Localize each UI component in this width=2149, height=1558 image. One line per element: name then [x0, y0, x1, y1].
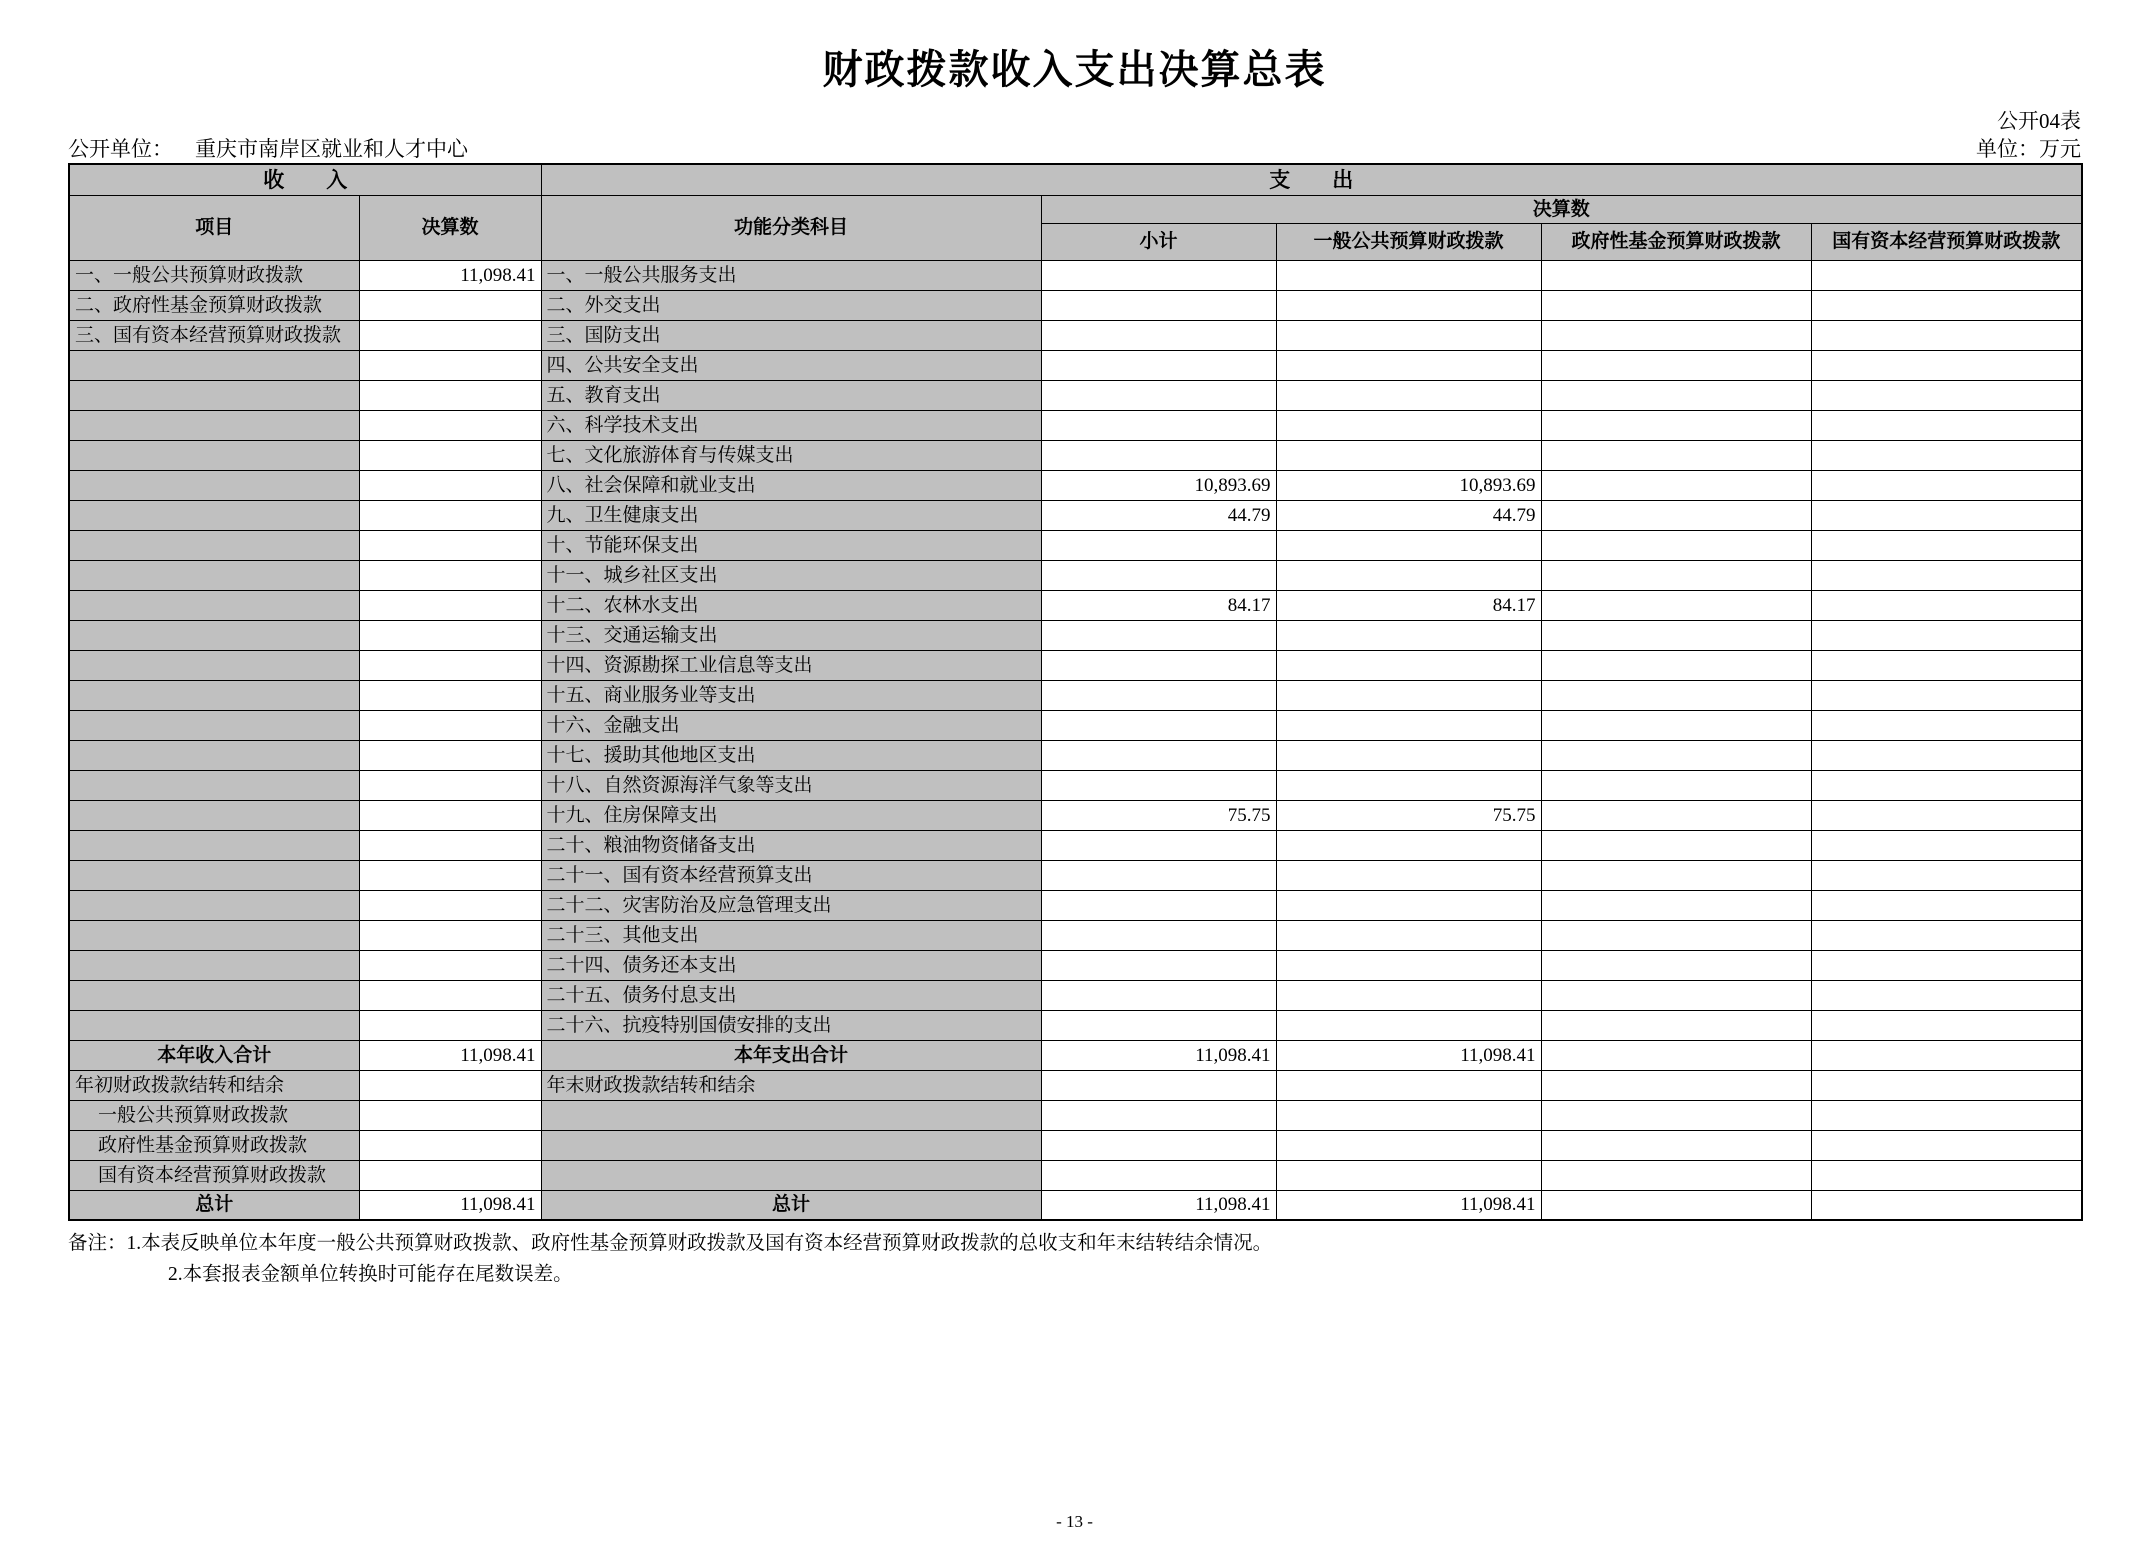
- income-value-cell: [359, 830, 541, 860]
- expense-item-cell: 九、卫生健康支出: [541, 500, 1041, 530]
- income-item-cell: 本年收入合计: [69, 1040, 359, 1070]
- col-header-subtotal: 小计: [1041, 223, 1276, 260]
- income-item-cell: [69, 800, 359, 830]
- gov-fund-cell: [1541, 620, 1811, 650]
- income-value-cell: [359, 410, 541, 440]
- col-header-general-budget: 一般公共预算财政拨款: [1276, 223, 1541, 260]
- general-budget-cell: [1276, 770, 1541, 800]
- income-item-cell: [69, 620, 359, 650]
- income-value-cell: [359, 560, 541, 590]
- state-capital-cell: [1811, 590, 2082, 620]
- subtotal-cell: [1041, 770, 1276, 800]
- state-capital-cell: [1811, 500, 2082, 530]
- state-capital-cell: [1811, 950, 2082, 980]
- notes: [68, 1229, 2081, 1289]
- income-value-cell: [359, 290, 541, 320]
- state-capital-cell: [1811, 680, 2082, 710]
- state-capital-cell: [1811, 770, 2082, 800]
- subtotal-cell: [1041, 410, 1276, 440]
- subtotal-cell: [1041, 1130, 1276, 1160]
- state-capital-cell: [1811, 920, 2082, 950]
- state-capital-cell: [1811, 650, 2082, 680]
- subtotal-cell: [1041, 920, 1276, 950]
- gov-fund-cell: [1541, 1100, 1811, 1130]
- gov-fund-cell: [1541, 500, 1811, 530]
- general-budget-cell: [1276, 440, 1541, 470]
- expense-item-cell: 十九、住房保障支出: [541, 800, 1041, 830]
- gov-fund-cell: [1541, 740, 1811, 770]
- gov-fund-cell: [1541, 260, 1811, 290]
- general-budget-cell: [1276, 260, 1541, 290]
- income-item-cell: [69, 740, 359, 770]
- income-item-cell: [69, 530, 359, 560]
- col-header-state-capital: 国有资本经营预算财政拨款: [1811, 223, 2082, 260]
- state-capital-cell: [1811, 710, 2082, 740]
- gov-fund-cell: [1541, 320, 1811, 350]
- state-capital-cell: [1811, 1160, 2082, 1190]
- income-value-cell: [359, 740, 541, 770]
- income-item-cell: 一、一般公共预算财政拨款: [69, 260, 359, 290]
- subtotal-cell: [1041, 530, 1276, 560]
- income-item-cell: 政府性基金预算财政拨款: [69, 1130, 359, 1160]
- table-row: [69, 350, 2082, 380]
- state-capital-cell: [1811, 380, 2082, 410]
- table-code: 公开04表: [1997, 109, 2081, 133]
- income-value-cell: [359, 470, 541, 500]
- expense-item-cell: 二十二、灾害防治及应急管理支出: [541, 890, 1041, 920]
- subtotal-cell: [1041, 830, 1276, 860]
- gov-fund-cell: [1541, 890, 1811, 920]
- income-value-cell: [359, 1160, 541, 1190]
- income-item-cell: [69, 410, 359, 440]
- income-item-cell: [69, 860, 359, 890]
- income-item-cell: [69, 830, 359, 860]
- general-budget-cell: [1276, 620, 1541, 650]
- table-row: [69, 1190, 2082, 1220]
- gov-fund-cell: [1541, 920, 1811, 950]
- state-capital-cell: [1811, 980, 2082, 1010]
- state-capital-cell: [1811, 350, 2082, 380]
- general-budget-cell: 11,098.41: [1276, 1190, 1541, 1220]
- note-1-text: 1.本表反映单位本年度一般公共预算财政拨款、政府性基金预算财政拨款及国有资本经营预算财政拨款的总收支和年末结转结余情况。: [126, 1233, 1273, 1255]
- table-row: [69, 890, 2082, 920]
- gov-fund-cell: [1541, 770, 1811, 800]
- income-item-cell: 一般公共预算财政拨款: [69, 1100, 359, 1130]
- general-budget-cell: [1276, 320, 1541, 350]
- note-label: 备注：: [68, 1233, 127, 1255]
- income-item-cell: [69, 680, 359, 710]
- subtotal-cell: [1041, 710, 1276, 740]
- gov-fund-cell: [1541, 1190, 1811, 1220]
- gov-fund-cell: [1541, 290, 1811, 320]
- state-capital-cell: [1811, 260, 2082, 290]
- general-budget-cell: [1276, 830, 1541, 860]
- expense-item-cell: 七、文化旅游体育与传媒支出: [541, 440, 1041, 470]
- income-value-cell: [359, 380, 541, 410]
- table-row: [69, 740, 2082, 770]
- expense-item-cell: 二、外交支出: [541, 290, 1041, 320]
- income-value-cell: [359, 860, 541, 890]
- gov-fund-cell: [1541, 980, 1811, 1010]
- income-value-cell: [359, 950, 541, 980]
- state-capital-cell: [1811, 470, 2082, 500]
- gov-fund-cell: [1541, 710, 1811, 740]
- general-budget-cell: [1276, 860, 1541, 890]
- gov-fund-cell: [1541, 680, 1811, 710]
- income-item-cell: [69, 500, 359, 530]
- gov-fund-cell: [1541, 950, 1811, 980]
- expense-item-cell: 十八、自然资源海洋气象等支出: [541, 770, 1041, 800]
- gov-fund-cell: [1541, 560, 1811, 590]
- expense-item-cell: 八、社会保障和就业支出: [541, 470, 1041, 500]
- table-row: [69, 1040, 2082, 1070]
- income-item-cell: [69, 650, 359, 680]
- state-capital-cell: [1811, 890, 2082, 920]
- expense-item-cell: [541, 1130, 1041, 1160]
- subtotal-cell: [1041, 950, 1276, 980]
- document-page: [0, 38, 2149, 1290]
- table-row: [69, 500, 2082, 530]
- subtotal-cell: [1041, 680, 1276, 710]
- state-capital-cell: [1811, 1100, 2082, 1130]
- expense-item-cell: 二十三、其他支出: [541, 920, 1041, 950]
- general-budget-cell: [1276, 680, 1541, 710]
- table-row: [69, 1160, 2082, 1190]
- subtotal-cell: [1041, 380, 1276, 410]
- note-line-1: [68, 1229, 2081, 1259]
- gov-fund-cell: [1541, 830, 1811, 860]
- gov-fund-cell: [1541, 1070, 1811, 1100]
- general-budget-cell: [1276, 980, 1541, 1010]
- subtotal-cell: [1041, 740, 1276, 770]
- state-capital-cell: [1811, 1040, 2082, 1070]
- gov-fund-cell: [1541, 590, 1811, 620]
- income-value-cell: [359, 320, 541, 350]
- general-budget-cell: [1276, 710, 1541, 740]
- state-capital-cell: [1811, 1070, 2082, 1100]
- table-row: [69, 770, 2082, 800]
- subtotal-cell: 11,098.41: [1041, 1040, 1276, 1070]
- state-capital-cell: [1811, 530, 2082, 560]
- income-value-cell: [359, 1130, 541, 1160]
- col-header-item: 项目: [69, 195, 359, 260]
- subtotal-cell: [1041, 290, 1276, 320]
- gov-fund-cell: [1541, 800, 1811, 830]
- general-budget-cell: [1276, 950, 1541, 980]
- table-body: [69, 260, 2082, 1220]
- expense-item-cell: 十六、金融支出: [541, 710, 1041, 740]
- expense-item-cell: 二十一、国有资本经营预算支出: [541, 860, 1041, 890]
- expense-item-cell: 五、教育支出: [541, 380, 1041, 410]
- table-row: [69, 320, 2082, 350]
- gov-fund-cell: [1541, 350, 1811, 380]
- general-budget-cell: [1276, 890, 1541, 920]
- state-capital-cell: [1811, 830, 2082, 860]
- income-item-cell: [69, 380, 359, 410]
- income-item-cell: [69, 560, 359, 590]
- income-value-cell: [359, 650, 541, 680]
- general-budget-cell: 11,098.41: [1276, 1040, 1541, 1070]
- income-item-cell: 国有资本经营预算财政拨款: [69, 1160, 359, 1190]
- subtotal-cell: 84.17: [1041, 590, 1276, 620]
- income-item-cell: 三、国有资本经营预算财政拨款: [69, 320, 359, 350]
- income-value-cell: [359, 590, 541, 620]
- subtotal-cell: [1041, 1010, 1276, 1040]
- subtotal-cell: 10,893.69: [1041, 470, 1276, 500]
- table-row: [69, 680, 2082, 710]
- income-value-cell: [359, 680, 541, 710]
- gov-fund-cell: [1541, 1160, 1811, 1190]
- table-row: [69, 950, 2082, 980]
- income-value-cell: [359, 620, 541, 650]
- expense-item-cell: 二十六、抗疫特别国债安排的支出: [541, 1010, 1041, 1040]
- state-capital-cell: [1811, 620, 2082, 650]
- expense-item-cell: 十五、商业服务业等支出: [541, 680, 1041, 710]
- expense-item-cell: 一、一般公共服务支出: [541, 260, 1041, 290]
- income-item-cell: [69, 890, 359, 920]
- col-header-gov-fund: 政府性基金预算财政拨款: [1541, 223, 1811, 260]
- gov-fund-cell: [1541, 1130, 1811, 1160]
- publishing-unit-label: 公开单位：: [68, 137, 173, 162]
- income-value-cell: [359, 1100, 541, 1130]
- income-value-cell: [359, 530, 541, 560]
- subtotal-cell: [1041, 890, 1276, 920]
- income-value-cell: [359, 920, 541, 950]
- income-item-cell: [69, 470, 359, 500]
- income-item-cell: 年初财政拨款结转和结余: [69, 1070, 359, 1100]
- publishing-unit: [68, 136, 468, 163]
- subtotal-cell: [1041, 560, 1276, 590]
- expense-item-cell: 十二、农林水支出: [541, 590, 1041, 620]
- general-budget-cell: [1276, 1070, 1541, 1100]
- income-value-cell: 11,098.41: [359, 260, 541, 290]
- table-row: [69, 620, 2082, 650]
- subtotal-cell: [1041, 620, 1276, 650]
- table-row: [69, 1010, 2082, 1040]
- page-number: - 13 -: [1056, 1512, 1093, 1531]
- state-capital-cell: [1811, 800, 2082, 830]
- general-budget-cell: 84.17: [1276, 590, 1541, 620]
- subtotal-cell: [1041, 350, 1276, 380]
- expense-item-cell: 十、节能环保支出: [541, 530, 1041, 560]
- state-capital-cell: [1811, 560, 2082, 590]
- table-row: [69, 380, 2082, 410]
- expense-item-cell: [541, 1100, 1041, 1130]
- table-row: [69, 260, 2082, 290]
- income-value-cell: [359, 350, 541, 380]
- subtotal-cell: [1041, 440, 1276, 470]
- income-value-cell: [359, 1070, 541, 1100]
- general-budget-cell: [1276, 1100, 1541, 1130]
- table-row: [69, 710, 2082, 740]
- gov-fund-cell: [1541, 470, 1811, 500]
- subtotal-cell: [1041, 1160, 1276, 1190]
- subtotal-cell: [1041, 650, 1276, 680]
- expense-item-cell: 总计: [541, 1190, 1041, 1220]
- table-header: [69, 164, 2082, 260]
- general-budget-cell: [1276, 290, 1541, 320]
- general-budget-cell: [1276, 380, 1541, 410]
- fiscal-table: [68, 163, 2083, 1221]
- income-value-cell: 11,098.41: [359, 1040, 541, 1070]
- gov-fund-cell: [1541, 860, 1811, 890]
- general-budget-cell: [1276, 740, 1541, 770]
- table-row: [69, 470, 2082, 500]
- expense-item-cell: 十七、援助其他地区支出: [541, 740, 1041, 770]
- income-item-cell: [69, 770, 359, 800]
- state-capital-cell: [1811, 1010, 2082, 1040]
- subtotal-cell: [1041, 1100, 1276, 1130]
- income-item-cell: [69, 590, 359, 620]
- state-capital-cell: [1811, 290, 2082, 320]
- table-row: [69, 1100, 2082, 1130]
- income-value-cell: 11,098.41: [359, 1190, 541, 1220]
- gov-fund-cell: [1541, 380, 1811, 410]
- income-value-cell: [359, 890, 541, 920]
- publishing-unit-name: 重庆市南岸区就业和人才中心: [195, 137, 468, 162]
- income-item-cell: [69, 350, 359, 380]
- expense-item-cell: 十一、城乡社区支出: [541, 560, 1041, 590]
- table-row: [69, 410, 2082, 440]
- income-value-cell: [359, 500, 541, 530]
- table-row: [69, 1070, 2082, 1100]
- general-budget-cell: [1276, 530, 1541, 560]
- subtotal-cell: [1041, 1070, 1276, 1100]
- expense-item-cell: 六、科学技术支出: [541, 410, 1041, 440]
- expense-item-cell: 十三、交通运输支出: [541, 620, 1041, 650]
- general-budget-cell: [1276, 1010, 1541, 1040]
- general-budget-cell: [1276, 920, 1541, 950]
- col-header-amount-group: 决算数: [1041, 195, 2082, 223]
- gov-fund-cell: [1541, 410, 1811, 440]
- general-budget-cell: [1276, 560, 1541, 590]
- gov-fund-cell: [1541, 440, 1811, 470]
- table-row: [69, 860, 2082, 890]
- subtotal-cell: 44.79: [1041, 500, 1276, 530]
- general-budget-cell: [1276, 410, 1541, 440]
- income-item-cell: 总计: [69, 1190, 359, 1220]
- income-item-cell: [69, 710, 359, 740]
- income-item-cell: [69, 1010, 359, 1040]
- subtotal-cell: [1041, 260, 1276, 290]
- expense-item-cell: [541, 1160, 1041, 1190]
- general-budget-cell: 44.79: [1276, 500, 1541, 530]
- income-value-cell: [359, 710, 541, 740]
- section-header-income: 收 入: [69, 164, 541, 195]
- gov-fund-cell: [1541, 650, 1811, 680]
- expense-item-cell: 十四、资源勘探工业信息等支出: [541, 650, 1041, 680]
- table-row: [69, 530, 2082, 560]
- table-meta-row: [68, 136, 2081, 163]
- income-value-cell: [359, 980, 541, 1010]
- state-capital-cell: [1811, 1130, 2082, 1160]
- table-row: [69, 920, 2082, 950]
- income-item-cell: 二、政府性基金预算财政拨款: [69, 290, 359, 320]
- note-line-2: 2.本套报表金额单位转换时可能存在尾数误差。: [168, 1263, 573, 1285]
- income-item-cell: [69, 950, 359, 980]
- table-row: [69, 800, 2082, 830]
- table-row: [69, 650, 2082, 680]
- col-header-function: 功能分类科目: [541, 195, 1041, 260]
- income-value-cell: [359, 770, 541, 800]
- money-unit: 单位：万元: [1976, 137, 2081, 162]
- general-budget-cell: 75.75: [1276, 800, 1541, 830]
- general-budget-cell: 10,893.69: [1276, 470, 1541, 500]
- expense-item-cell: 二十五、债务付息支出: [541, 980, 1041, 1010]
- income-value-cell: [359, 440, 541, 470]
- income-value-cell: [359, 1010, 541, 1040]
- table-row: [69, 1130, 2082, 1160]
- state-capital-cell: [1811, 860, 2082, 890]
- expense-item-cell: 二十四、债务还本支出: [541, 950, 1041, 980]
- table-row: [69, 980, 2082, 1010]
- income-value-cell: [359, 800, 541, 830]
- table-row: [69, 560, 2082, 590]
- expense-item-cell: 四、公共安全支出: [541, 350, 1041, 380]
- subtotal-cell: [1041, 980, 1276, 1010]
- state-capital-cell: [1811, 410, 2082, 440]
- table-row: [69, 830, 2082, 860]
- general-budget-cell: [1276, 1130, 1541, 1160]
- expense-item-cell: 年末财政拨款结转和结余: [541, 1070, 1041, 1100]
- section-header-expense: 支 出: [541, 164, 2082, 195]
- subtotal-cell: 75.75: [1041, 800, 1276, 830]
- page-title: 财政拨款收入支出决算总表: [822, 47, 1327, 92]
- state-capital-cell: [1811, 320, 2082, 350]
- subtotal-cell: 11,098.41: [1041, 1190, 1276, 1220]
- gov-fund-cell: [1541, 1010, 1811, 1040]
- general-budget-cell: [1276, 650, 1541, 680]
- income-item-cell: [69, 440, 359, 470]
- subtotal-cell: [1041, 860, 1276, 890]
- expense-item-cell: 三、国防支出: [541, 320, 1041, 350]
- expense-item-cell: 本年支出合计: [541, 1040, 1041, 1070]
- state-capital-cell: [1811, 740, 2082, 770]
- table-row: [69, 440, 2082, 470]
- expense-item-cell: 二十、粮油物资储备支出: [541, 830, 1041, 860]
- income-item-cell: [69, 980, 359, 1010]
- table-row: [69, 590, 2082, 620]
- state-capital-cell: [1811, 440, 2082, 470]
- state-capital-cell: [1811, 1190, 2082, 1220]
- general-budget-cell: [1276, 350, 1541, 380]
- gov-fund-cell: [1541, 530, 1811, 560]
- income-item-cell: [69, 920, 359, 950]
- general-budget-cell: [1276, 1160, 1541, 1190]
- subtotal-cell: [1041, 320, 1276, 350]
- gov-fund-cell: [1541, 1040, 1811, 1070]
- col-header-amount: 决算数: [359, 195, 541, 260]
- table-row: [69, 290, 2082, 320]
